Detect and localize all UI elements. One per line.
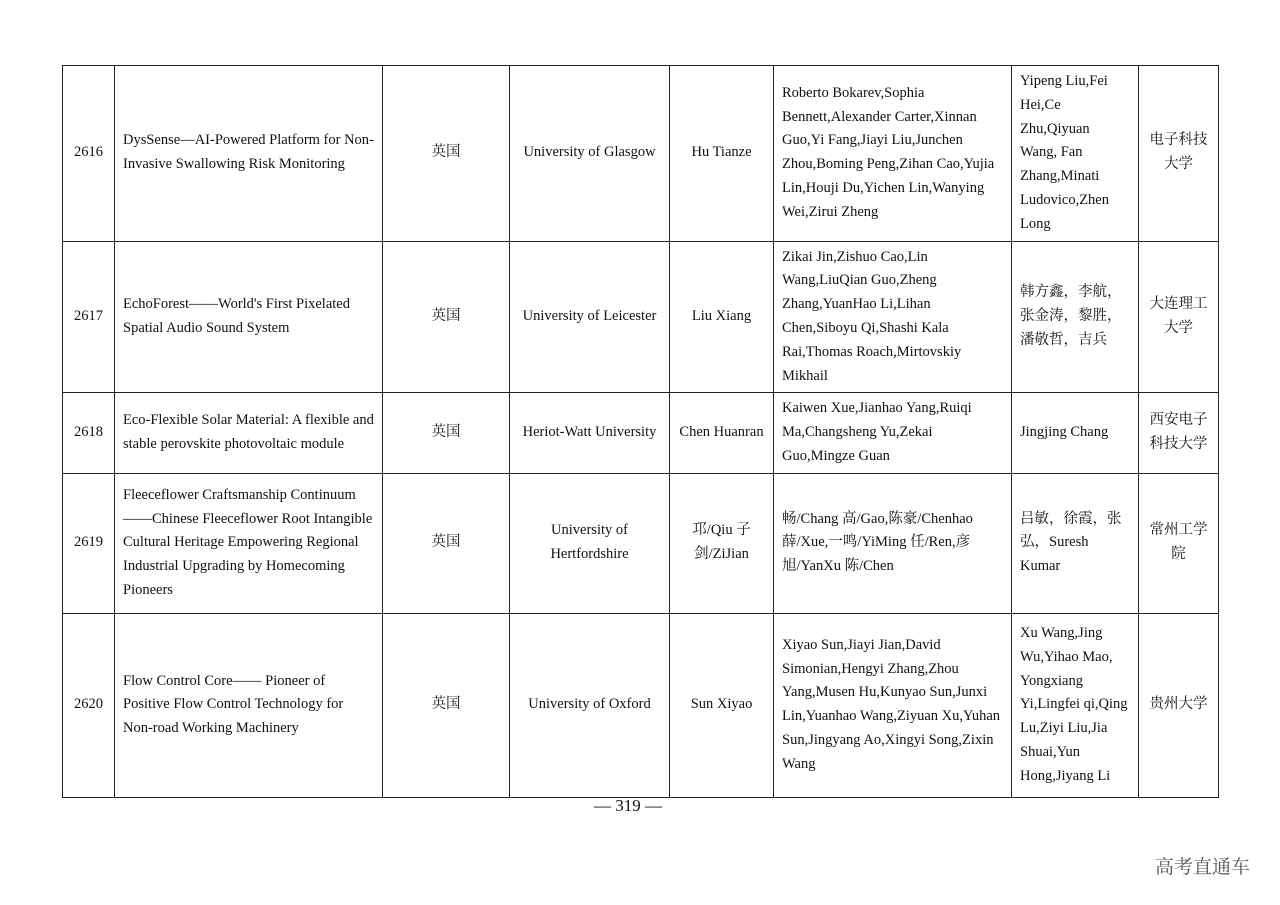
table-row	[63, 66, 1219, 242]
university: University of Oxford	[510, 613, 670, 797]
project-name: Eco-Flexible Solar Material: A flexible and stable perovskite photovoltaic module	[115, 393, 383, 473]
watermark-text: 高考直通车	[1154, 856, 1250, 878]
advisors: Xu Wang,Jing Wu,Yihao Mao, Yongxiang Yi,Lingfei qi,Qing Lu,Ziyi Liu,Jia Shuai,Yun Hong,Jiyang Li	[1012, 613, 1139, 797]
project-id: 2618	[63, 393, 115, 473]
student-leader: 邛/Qiu 子剑/ZiJian	[670, 473, 774, 613]
project-name: Flow Control Core—— Pioneer of Positive Flow Control Technology for Non-road Working Machinery	[115, 613, 383, 797]
project-name: DysSense—AI-Powered Platform for Non-Invasive Swallowing Risk Monitoring	[115, 66, 383, 242]
advisors: 吕敏，徐霞，张弘，Suresh Kumar	[1012, 473, 1139, 613]
domestic-school: 大连理工大学	[1139, 241, 1219, 393]
student-leader: Hu Tianze	[670, 66, 774, 242]
team-members: Xiyao Sun,Jiayi Jian,David Simonian,Hengyi Zhang,Zhou Yang,Musen Hu,Kunyao Sun,Junxi Lin,Yuanhao Wang,Ziyuan Xu,Yuhan Sun,Jingyang Ao,Xingyi Song,Zixin Wang	[774, 613, 1012, 797]
country: 英国	[383, 66, 510, 242]
table-row	[63, 393, 1219, 473]
country: 英国	[383, 241, 510, 393]
team-members: Kaiwen Xue,Jianhao Yang,Ruiqi Ma,Changsheng Yu,Zekai Guo,Mingze Guan	[774, 393, 1012, 473]
project-name: Fleeceflower Craftsmanship Continuum——Chinese Fleeceflower Root Intangible Cultural Heritage Empowering Regional Industrial Upgrading by Homecoming Pioneers	[115, 473, 383, 613]
team-members: 畅/Chang 高/Gao,陈豪/Chenhao 薛/Xue,一鸣/YiMing 任/Ren,彦旭/YanXu 陈/Chen	[774, 473, 1012, 613]
country: 英国	[383, 393, 510, 473]
project-id: 2616	[63, 66, 115, 242]
university: Heriot-Watt University	[510, 393, 670, 473]
domestic-school: 西安电子科技大学	[1139, 393, 1219, 473]
project-name: EchoForest——World's First Pixelated Spatial Audio Sound System	[115, 241, 383, 393]
domestic-school: 常州工学院	[1139, 473, 1219, 613]
university: University of Hertfordshire	[510, 473, 670, 613]
student-leader: Liu Xiang	[670, 241, 774, 393]
domestic-school: 贵州大学	[1139, 613, 1219, 797]
table-row	[63, 613, 1219, 797]
advisors: Jingjing Chang	[1012, 393, 1139, 473]
page-number: — 319 —	[594, 796, 662, 815]
table-row	[63, 473, 1219, 613]
project-id: 2617	[63, 241, 115, 393]
student-leader: Chen Huanran	[670, 393, 774, 473]
team-members: Zikai Jin,Zishuo Cao,Lin Wang,LiuQian Guo,Zheng Zhang,YuanHao Li,Lihan Chen,Siboyu Qi,Shashi Kala Rai,Thomas Roach,Mirtovskiy Mikhail	[774, 241, 1012, 393]
country: 英国	[383, 473, 510, 613]
student-leader: Sun Xiyao	[670, 613, 774, 797]
advisors: Yipeng Liu,Fei Hei,Ce Zhu,Qiyuan Wang, Fan Zhang,Minati Ludovico,Zhen Long	[1012, 66, 1139, 242]
projects-table	[62, 65, 1219, 798]
university: University of Glasgow	[510, 66, 670, 242]
project-id: 2619	[63, 473, 115, 613]
team-members: Roberto Bokarev,Sophia Bennett,Alexander Carter,Xinnan Guo,Yi Fang,Jiayi Liu,Junchen Zhou,Boming Peng,Zihan Cao,Yujia Lin,Houji Du,Yichen Lin,Wanying Wei,Zirui Zheng	[774, 66, 1012, 242]
domestic-school: 电子科技大学	[1139, 66, 1219, 242]
project-id: 2620	[63, 613, 115, 797]
university: University of Leicester	[510, 241, 670, 393]
advisors: 韩方鑫，李航，张金涛，黎胜，潘敬哲，吉兵	[1012, 241, 1139, 393]
table-row	[63, 241, 1219, 393]
country: 英国	[383, 613, 510, 797]
